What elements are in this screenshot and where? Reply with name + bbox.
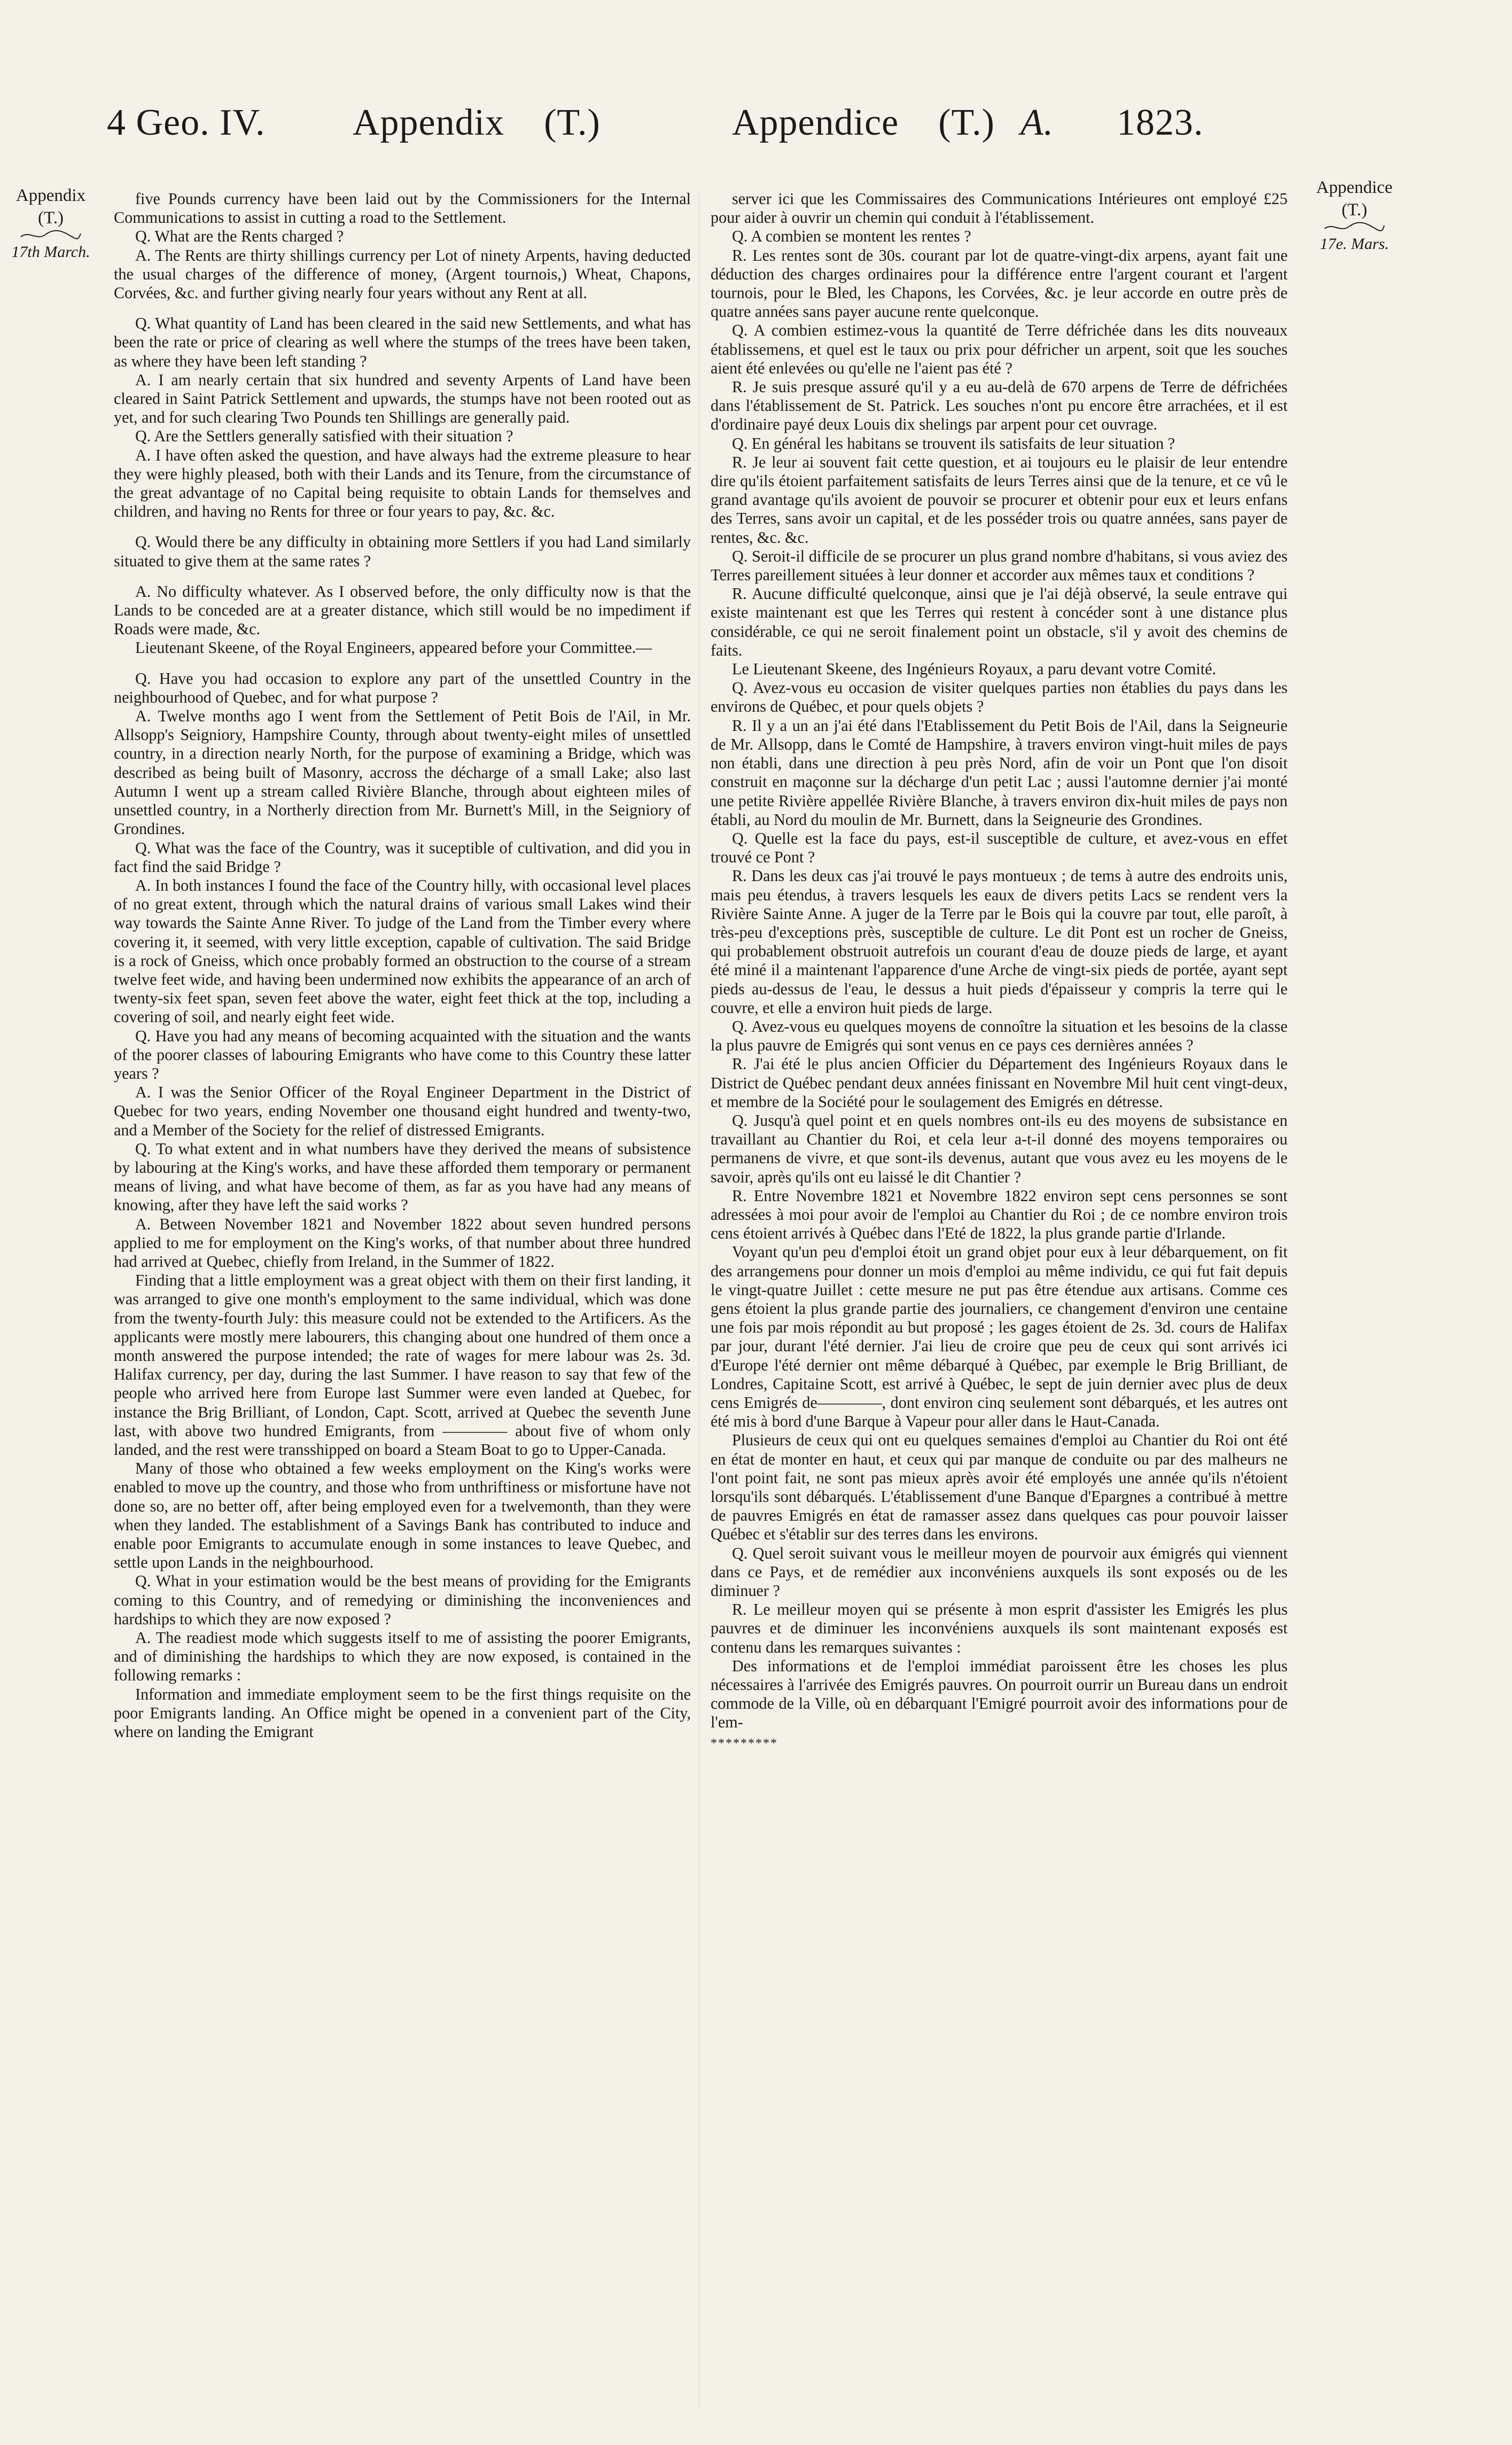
header-appendice-title: [732, 102, 995, 144]
fr-paragraph: Q. Quelle est la face du pays, est-il susceptible de culture, et avez-vous en effet trouvé ce Pont ?: [711, 829, 1288, 867]
fr-paragraph: Q. Jusqu'à quel point et en quels nombres ont-ils eu des moyens de subsistance en travaillant au Chantier du Roi, et cela leur a-t-il donné des moyens temporaires ou permanens de vivre, et que sont-ils devenus, autant que vous avez eu les moyens de le savoir, après qu'ils ont eu laissé le dit Chantier ?: [711, 1111, 1288, 1186]
en-paragraph: A. The readiest mode which suggests itself to me of assisting the poorer Emigrants, and of diminishing the hardships to which they are now exposed, is contained in the following remarks :: [114, 1629, 691, 1685]
header-appendice-word: Appendice: [732, 102, 899, 143]
header-year: 1823.: [1117, 102, 1204, 143]
fr-paragraph: Des informations et de l'emploi immédiat paroissent être les choses les plus nécessaires à l'arrivée des Emigrés pauvres. On pourroit ourrir un Bureau dans un endroit commode de la Ville, où en débarquant l'Emigré pourroit avoir des informations pour de l'em-: [711, 1656, 1288, 1732]
fr-paragraph: server ici que les Commissaires des Communications Intérieures ont employé £25 pour aider à ouvrir un chemin qui conduit à l'établissement.: [711, 190, 1288, 227]
margin-note-left: [3, 184, 99, 263]
fr-paragraph: Voyant qu'un peu d'emploi étoit un grand objet pour eux à leur débarquement, on fit des arrangemens pour donner un mois d'emploi au même individu, ce qui fut fait depuis le vingt-quatre Juillet : cette mesure ne put pas être étendue aux artisans. Comme ces gens étoient la plus grande partie des journaliers, ce changement d'environ une centaine une fois par mois répondit au but proposé ; les gages étoient de 2s. 3d. cours de Halifax par jour, durant l'été dernier. J'ai lieu de croire que peu de ceux qui sont arrivés ici d'Europe l'été dernier ont même débarqué à Québec, par exemple le Brig Brilliant, de Londres, Capitaine Scott, est arrivé à Québec, le sept de juin dernier avec plus de deux cens Emigrés de————, dont environ cinq seulement sont débarqués, et les autres ont été mis à bord d'une Barque à Vapeur pour aller dans le Haut-Canada.: [711, 1243, 1288, 1431]
en-paragraph: Q. What are the Rents charged ?: [135, 227, 344, 246]
en-paragraph: Q. What quantity of Land has been cleared in the said new Settlements, and what has been the rate or price of clearing as well where the stumps of the trees have been taken, as where they have been left standing ?: [114, 314, 691, 370]
french-column: [711, 190, 1288, 2423]
fr-asterisk-signature: *********: [711, 1736, 778, 1750]
fr-paragraph: Q. A combien se montent les rentes ?: [732, 227, 971, 246]
margin-right-letter: (T.): [1342, 200, 1367, 220]
en-paragraph: Q. Have you had occasion to explore any part of the unsettled Country in the neighbourhood of Quebec, and for what purpose ?: [114, 669, 691, 706]
flourish-ornament-icon: [19, 229, 83, 241]
en-paragraph: Q. What was the face of the Country, was it suceptible of cultivation, and did you in fact find the said Bridge ?: [114, 838, 691, 876]
fr-paragraph: R. Aucune difficulté quelconque, ainsi que je l'ai déjà observé, la seule entrave qui existe maintenant est que les Terres qui restent à concéder sont à une distance plus considérable, ce qui ne seroit finalement point un obstacle, s'il y avoit des chemins de faits.: [711, 585, 1288, 659]
fr-paragraph: Q. Avez-vous eu quelques moyens de connoître la situation et les besoins de la classe la plus pauvre de Emigrés qui sont venus en ce pays ces dernières années ?: [711, 1017, 1288, 1055]
fr-paragraph: R. Je suis presque assuré qu'il y a eu au-delà de 670 arpens de Terre de défrichées dans l'établissement de St. Patrick. Les souches n'ont pu encore être arrachées, et il est d'ordinaire payé deux Louis dix shelings par arpent pour cet ouvrage.: [711, 378, 1288, 434]
fr-paragraph: R. Je leur ai souvent fait cette question, et ai toujours eu le plaisir de leur entendre dire qu'ils étoient parfaitement satisfaits de leurs Terres ainsi que de la tenure, et ce vû le grand avantage qu'ils avoient de pouvoir se procurer et obtenir pour eux et leurs enfans des Terres, sans avoir un capital, et de les posséder trois ou quatre années, sans payer de rentes, &c. &c.: [711, 453, 1288, 547]
fr-paragraph: R. Il y a un an j'ai été dans l'Etablissement du Petit Bois de l'Ail, dans la Seigneurie de Mr. Allsopp, dans le Comté de Hampshire, à travers environ vingt-huit miles de pays non établi, dans une direction à peu près Nord, afin de voir un Pont que l'on disoit construit en maçonne sur la décharge d'un petit Lac ; aussi l'automne dernier j'ai monté une petite Rivière appellée Rivière Blanche, à travers environ dix-huit miles de pays non établi, au Nord du moulin de Mr. Burnett, dans la Seigneurie des Grondines.: [711, 716, 1288, 829]
header-appendix-word: Appendix: [353, 102, 505, 143]
en-paragraph: Q. Have you had any means of becoming acquainted with the situation and the wants of the poorer classes of labouring Emigrants who have come to this Country these latter years ?: [114, 1026, 691, 1083]
en-paragraph: A. No difficulty whatever. As I observed before, the only difficulty now is that the Lands to be conceded are at a greater distance, which still would be no impediment if Roads were made, &c.: [114, 582, 691, 638]
margin-left-label: Appendix: [15, 186, 86, 205]
en-paragraph: Many of those who obtained a few weeks employment on the King's works were enabled to move up the country, and those who from unthriftiness or misfortune have not done so, are no better off, after being employed even for a twelvemonth, than they were when they landed. The establishment of a Savings Bank has contributed to induce and enable poor Emigrants to accumulate enough in some instances to leave Quebec, and settle upon Lands in the neighbourhood.: [114, 1459, 691, 1572]
en-paragraph: A. The Rents are thirty shillings currency per Lot of ninety Arpents, having deducted the usual charges of the difference of money, (Argent tournois,) Wheat, Chapons, Corvées, &c. and further giving nearly four years without any Rent at all.: [114, 246, 691, 302]
fr-paragraph: Q. Avez-vous eu occasion de visiter quelques parties non établies du pays dans les environs de Québec, et pour quels objets ?: [711, 679, 1288, 716]
fr-paragraph: R. Dans les deux cas j'ai trouvé le pays montueux ; de tems à autre des endroits unis, mais peu étendus, à travers lesquels les eaux de divers petits Lacs se rendent vers la Rivière Sainte Anne. A juger de la Terre par le Bois qui la couvre par tout, elle paroît, à très-peu d'exceptions près, susceptible de culture. Le dit Pont est un rocher de Gneiss, qui probablement obstruoit autrefois un courant d'eau de douze pieds de large, et ayant été miné il a maintenant l'apparence d'une Arche de vingt-six pieds de portée, ayant sept pieds au-dessus de l'eau, le dessus a huit pieds d'épaisseur y compris la terre qui le couvre, et elle a environ huit pieds de large.: [711, 867, 1288, 1017]
fr-paragraph: Q. En général les habitans se trouvent ils satisfaits de leur situation ?: [732, 434, 1175, 453]
margin-right-label: Appendice: [1316, 178, 1393, 197]
en-paragraph: A. Between November 1821 and November 1822 about seven hundred persons applied to me for employment on the King's works, of that number about three hundred had arrived at Quebec, chiefly from Ireland, in the Summer of 1822.: [114, 1214, 691, 1271]
header-a-mark: A.: [1020, 102, 1054, 143]
english-column: [114, 190, 691, 2423]
en-paragraph: Lieutenant Skeene, of the Royal Engineers, appeared before your Committee.—: [135, 638, 652, 657]
margin-left-letter: (T.): [38, 208, 64, 228]
fr-paragraph: Q. A combien estimez-vous la quantité de Terre défrichée dans les dits nouveaux établissemens, et quel est le taux ou prix pour défricher un arpent, soit que les souches aient été enlevées ou qu'elle ne l'aient pas été ?: [711, 321, 1288, 377]
en-paragraph: A. I am nearly certain that six hundred and seventy Arpents of Land have been cleared in Saint Patrick Settlement and upwards, the stumps have not been rooted out as yet, and for such clearing Two Pounds ten Shillings are generally paid.: [114, 370, 691, 427]
en-paragraph: A. I have often asked the question, and have always had the extreme pleasure to hear they were highly pleased, both with their Lands and its Tenure, from the circumstance of the great advantage of no Capital being requisite to obtain Lands for themselves and children, and having no Rents for three or four years to pay, &c. &c.: [114, 446, 691, 521]
margin-left-date: 17th March.: [11, 243, 90, 261]
header-regnal-year: 4 Geo. IV.: [107, 102, 266, 143]
fr-paragraph: R. Les rentes sont de 30s. courant par lot de quatre-vingt-dix arpens, ayant fait une déduction des charges ordinaires pour la différence entre l'argent courant et l'argent tournois, pour le Bled, les Chapons, les Corvées, &c. je leur accorde en outre près de quatre années sans payer aucune rente quelconque.: [711, 246, 1288, 321]
en-paragraph: Q. Would there be any difficulty in obtaining more Settlers if you had Land similarly situated to give them at the same rates ?: [114, 533, 691, 570]
fr-paragraph: Le Lieutenant Skeene, des Ingénieurs Royaux, a paru devant votre Comité.: [732, 660, 1217, 679]
header-appendix-letter: (T.): [544, 102, 601, 143]
fr-paragraph: R. Le meilleur moyen qui se présente à mon esprit d'assister les Emigrés les plus pauvres et de diminuer les inconvéniens auxquels ils sont maintenant exposés est contenu dans les remarques suivantes :: [711, 1600, 1288, 1656]
fr-paragraph: Q. Quel seroit suivant vous le meilleur moyen de pourvoir aux émigrés qui viennent dans ce Pays, et de remédier aux inconvéniens auxquels ils sont exposés ou de les diminuer ?: [711, 1544, 1288, 1600]
en-paragraph: Q. To what extent and in what numbers have they derived the means of subsistence by labouring at the King's works, and have these afforded them temporary or permanent means of living, and what have become of them, as far as you have had any means of knowing, after they have left the said works ?: [114, 1139, 691, 1214]
header-appendix-title: [353, 102, 601, 144]
en-paragraph: five Pounds currency have been laid out by the Commissioners for the Internal Communications to assist in cutting a road to the Settlement.: [114, 190, 691, 227]
page-header: [107, 102, 1314, 160]
flourish-ornament-icon: [1322, 221, 1386, 233]
en-paragraph: Q. What in your estimation would be the best means of providing for the Emigrants coming to this Country, and of remedying or diminishing the inconveniences and hardships to which they are now exposed ?: [114, 1572, 691, 1628]
en-paragraph: A. I was the Senior Officer of the Royal Engineer Department in the District of Quebec for two years, ending November one thousand eight hundred and twenty-two, and a Member of the Society for the relief of distressed Emigrants.: [114, 1083, 691, 1139]
fr-paragraph: R. J'ai été le plus ancien Officier du Département des Ingénieurs Royaux dans le District de Québec pendant deux années finissant en Novembre Mil huit cent vingt-deux, et membre de la Société pour le soulagement des Emigrés en détresse.: [711, 1055, 1288, 1111]
fr-paragraph: Q. Seroit-il difficile de se procurer un plus grand nombre d'habitans, si vous aviez des Terres pareillement situées à leur donner et accorder aux mêmes taux et conditions ?: [711, 547, 1288, 585]
header-appendice-letter: (T.): [938, 102, 995, 143]
margin-right-date: 17e. Mars.: [1320, 235, 1389, 253]
margin-note-right: [1304, 176, 1405, 255]
en-paragraph: Finding that a little employment was a great object with them on their first landing, it was arranged to give one month's employment to the same individual, which was done from the twenty-fourth July: this measure could not be extended to the Artificers. As the applicants were mostly mere labourers, this changing about one hundred of them once a month answered the purpose intended; the rate of wages for mere labour was 2s. 3d. Halifax currency, per day, during the last Summer. I have reason to say that few of the people who arrived here from Europe last Summer were even landed at Quebec, for instance the Brig Brilliant, of London, Capt. Scott, arrived at Quebec the seventh June last, with above two hundred Emigrants, from ———— about five of whom only landed, and the rest were transshipped on board a Steam Boat to go to Upper-Canada.: [114, 1271, 691, 1459]
fr-paragraph: R. Entre Novembre 1821 et Novembre 1822 environ sept cens personnes se sont adressées à moi pour avoir de l'emploi au Chantier du Roi ; de ce nombre environ trois cens étoient arrivés à Québec dans l'Eté de 1822, la plus grande partie d'Irlande.: [711, 1186, 1288, 1243]
en-paragraph: A. In both instances I found the face of the Country hilly, with occasional level places of no great extent, through which the natural drains of various small Lakes wind their way towards the Sainte Anne River. To judge of the Land from the Timber every where covering it, it seemed, with very little exception, capable of cultivation. The said Bridge is a rock of Gneiss, which once probably formed an obstruction to the course of a stream twelve feet wide, and having been undermined now exhibits the appearance of an arch of twenty-six feet span, seven feet above the water, eight feet thick at the top, including a covering of soil, and nearly eight feet wide.: [114, 876, 691, 1026]
en-paragraph: Q. Are the Settlers generally satisfied with their situation ?: [135, 427, 513, 446]
en-paragraph: A. Twelve months ago I went from the Settlement of Petit Bois de l'Ail, in Mr. Allsopp's Seigniory, Hampshire County, through about twenty-eight miles of unsettled country, in a direction nearly North, for the purpose of examining a Bridge, which was described as being built of Masonry, accross the décharge of a small Lake; also last Autumn I went up a stream called Rivière Blanche, through about eighteen miles of unsettled country, in a Northerly direction from Mr. Burnett's Mill, in the Seigniory of Grondines.: [114, 707, 691, 838]
en-paragraph: Information and immediate employment seem to be the first things requisite on the poor Emigrants landing. An Office might be opened in a convenient part of the City, where on landing the Emigrant: [114, 1685, 691, 1741]
fr-paragraph: Plusieurs de ceux qui ont eu quelques semaines d'emploi au Chantier du Roi ont été en état de monter en haut, et ceux qui par manque de conduite ou par des malheurs ne l'ont point fait, ne sont pas mieux après avoir été employés une année qu'ils n'étoient lorsqu'ils sont débarqués. L'établissement d'une Banque d'Epargnes a contribué à mettre de pauvres Emigrés en état de ramasser assez dans quelques cas pour pouvoir laisser Québec et s'établir sur des terres dans les environs.: [711, 1431, 1288, 1544]
